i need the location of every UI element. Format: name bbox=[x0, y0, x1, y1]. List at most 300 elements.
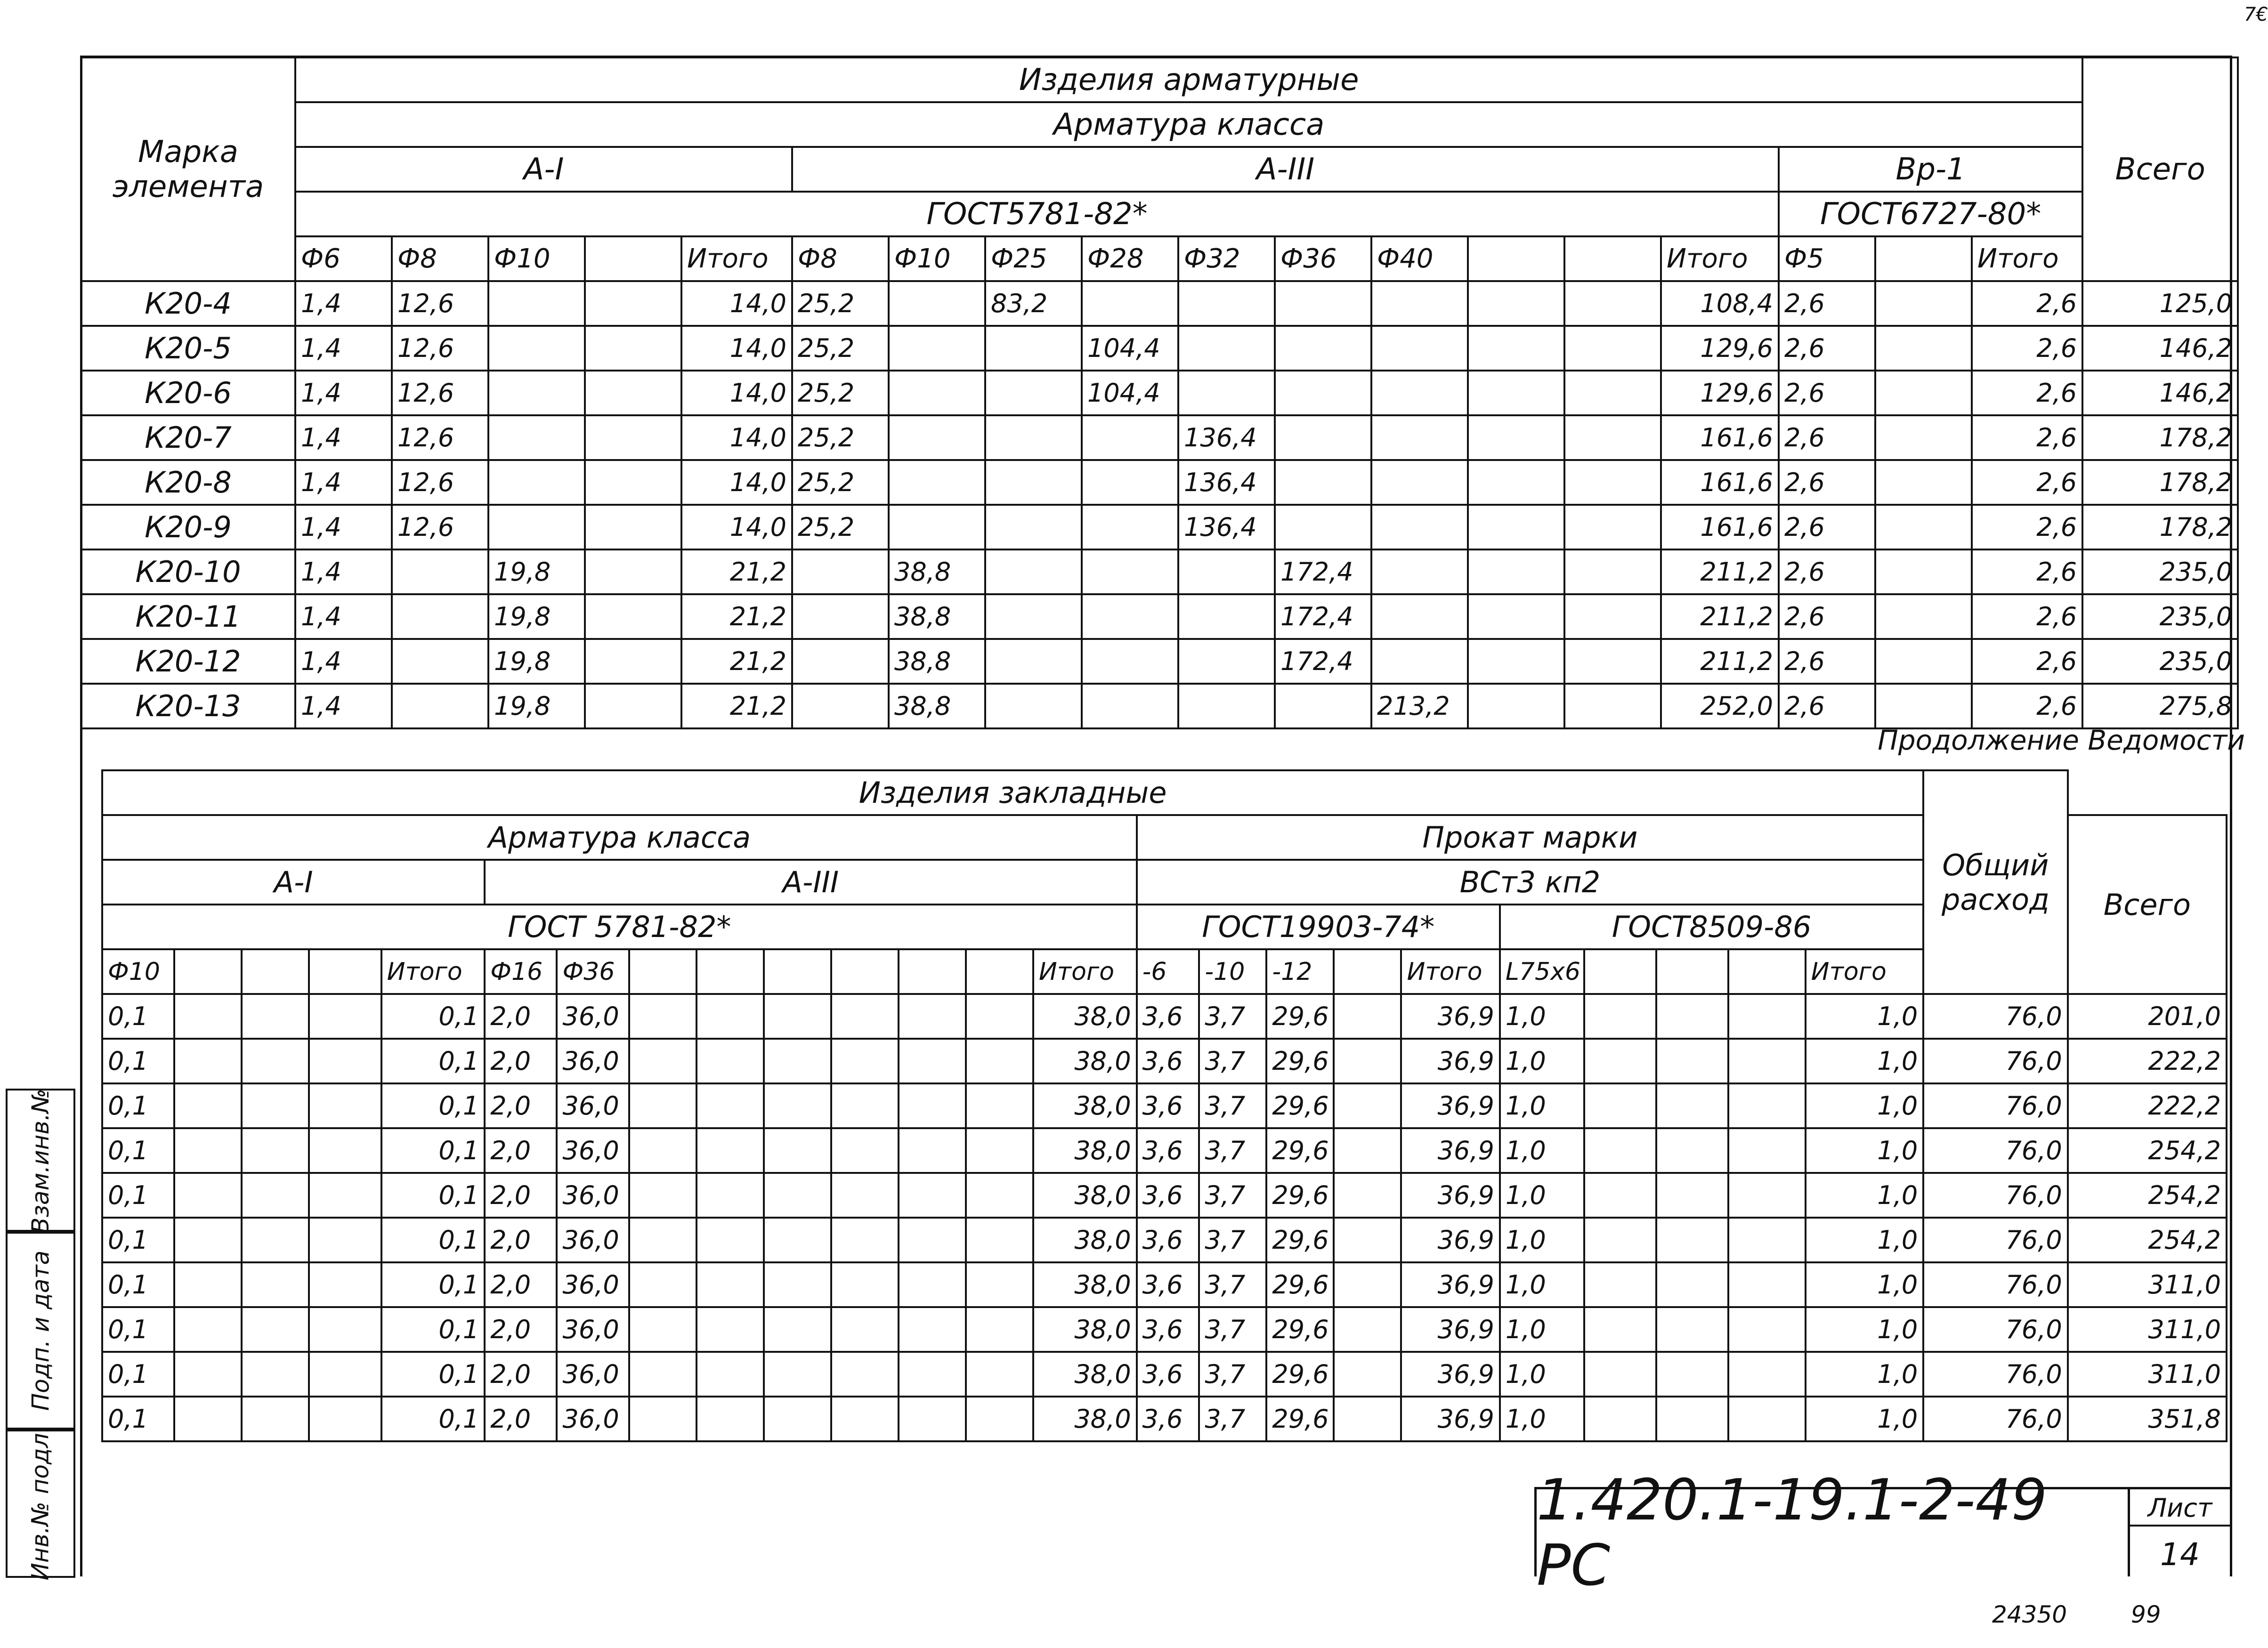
table-cell: 36,0 bbox=[557, 994, 629, 1039]
table-cell: 36,9 bbox=[1401, 1173, 1499, 1218]
table-cell: 29,6 bbox=[1266, 1039, 1334, 1083]
table-cell bbox=[697, 1173, 764, 1218]
table-cell bbox=[174, 1128, 242, 1173]
table-row bbox=[102, 1262, 2227, 1307]
table-cell: 3,6 bbox=[1137, 1352, 1199, 1397]
element-mark: К20-8 bbox=[81, 460, 295, 505]
sheet-number: 14 bbox=[2160, 1536, 2200, 1573]
table-cell bbox=[1334, 1352, 1401, 1397]
table-cell bbox=[1468, 684, 1564, 728]
top-column-header: Ф10 bbox=[488, 236, 585, 281]
table-cell bbox=[899, 1307, 966, 1352]
table-cell bbox=[174, 1307, 242, 1352]
table-cell bbox=[966, 1083, 1033, 1128]
table-cell bbox=[1334, 1128, 1401, 1173]
top-column-header: Итого bbox=[681, 236, 792, 281]
table-cell: 38,0 bbox=[1033, 1173, 1137, 1218]
table-cell bbox=[242, 1218, 309, 1262]
element-mark: К20-9 bbox=[81, 505, 295, 549]
table-cell bbox=[1468, 326, 1564, 371]
top-column-header: Ф28 bbox=[1082, 236, 1178, 281]
row-total: 76,0 bbox=[1923, 1262, 2068, 1307]
rolled-header: Прокат марки bbox=[1137, 815, 1924, 860]
table-cell: 211,2 bbox=[1661, 639, 1779, 684]
table-cell: 25,2 bbox=[792, 415, 889, 460]
bottom-column-header bbox=[629, 949, 697, 994]
table-cell: 38,0 bbox=[1033, 1083, 1137, 1128]
table-cell: 36,0 bbox=[557, 1307, 629, 1352]
table-cell bbox=[1334, 1262, 1401, 1307]
table-cell bbox=[174, 1397, 242, 1441]
table-cell bbox=[1334, 1397, 1401, 1441]
element-mark: К20-5 bbox=[81, 326, 295, 371]
table-cell bbox=[1584, 1128, 1656, 1173]
table-cell: 12,6 bbox=[392, 371, 488, 415]
table-cell: 172,4 bbox=[1275, 594, 1371, 639]
table-cell: 0,1 bbox=[381, 1173, 485, 1218]
bottom-column-header: Ф16 bbox=[485, 949, 557, 994]
table-cell: 213,2 bbox=[1371, 684, 1468, 728]
bottom-column-header bbox=[1728, 949, 1805, 994]
table-cell: 21,2 bbox=[681, 639, 792, 684]
table-cell bbox=[889, 415, 985, 460]
gost-8509-header: ГОСТ8509-86 bbox=[1500, 905, 1923, 949]
table-cell bbox=[174, 994, 242, 1039]
table-cell bbox=[585, 281, 681, 326]
table-cell bbox=[1275, 281, 1371, 326]
table-cell: 36,0 bbox=[557, 1262, 629, 1307]
table-cell: 36,9 bbox=[1401, 1352, 1499, 1397]
bottom-column-header: -10 bbox=[1199, 949, 1266, 994]
table-cell bbox=[309, 1218, 381, 1262]
table-cell: 2,0 bbox=[485, 1352, 557, 1397]
table-cell: 172,4 bbox=[1275, 549, 1371, 594]
table-cell bbox=[488, 505, 585, 549]
row-total: 235,0 bbox=[2082, 594, 2238, 639]
class-bp1-header: Вр-1 bbox=[1779, 147, 2082, 192]
table-row bbox=[81, 460, 2238, 505]
overall-header: Общий расход bbox=[1923, 770, 2068, 994]
table-cell bbox=[1875, 415, 1972, 460]
table-cell: 1,0 bbox=[1500, 1397, 1584, 1441]
table-cell bbox=[242, 1262, 309, 1307]
table-cell: 36,9 bbox=[1401, 1218, 1499, 1262]
table-cell bbox=[1178, 639, 1275, 684]
table-cell bbox=[242, 1039, 309, 1083]
table-cell: 211,2 bbox=[1661, 594, 1779, 639]
bottom-column-header: Итого bbox=[1806, 949, 1924, 994]
table-cell: 1,4 bbox=[295, 326, 392, 371]
table-cell: 36,0 bbox=[557, 1128, 629, 1173]
table-cell bbox=[697, 1083, 764, 1128]
table-cell: 36,0 bbox=[557, 1083, 629, 1128]
bottom-column-header bbox=[309, 949, 381, 994]
row-overall: 254,2 bbox=[2068, 1128, 2227, 1173]
table-cell bbox=[1875, 326, 1972, 371]
table-cell: 2,6 bbox=[1972, 549, 2082, 594]
bottom-column-header bbox=[242, 949, 309, 994]
table-cell bbox=[764, 1218, 831, 1262]
table-cell bbox=[966, 1218, 1033, 1262]
row-total: 76,0 bbox=[1923, 1173, 2068, 1218]
table-cell bbox=[242, 1128, 309, 1173]
table-cell bbox=[889, 505, 985, 549]
table-cell bbox=[1334, 1083, 1401, 1128]
table-cell bbox=[985, 460, 1082, 505]
table-cell: 136,4 bbox=[1178, 505, 1275, 549]
table-cell bbox=[985, 549, 1082, 594]
table-cell bbox=[1082, 639, 1178, 684]
table-cell: 38,8 bbox=[889, 549, 985, 594]
table-cell bbox=[1728, 1083, 1805, 1128]
table-cell bbox=[174, 1262, 242, 1307]
table-cell bbox=[1728, 1262, 1805, 1307]
table-cell bbox=[1584, 1218, 1656, 1262]
table-cell bbox=[1656, 1352, 1728, 1397]
table-cell bbox=[985, 415, 1082, 460]
table-cell bbox=[831, 1352, 899, 1397]
table-cell: 1,0 bbox=[1806, 1262, 1924, 1307]
row-overall: 311,0 bbox=[2068, 1307, 2227, 1352]
class-a1-header: А-I bbox=[295, 147, 792, 192]
bottom-column-header bbox=[764, 949, 831, 994]
table-cell bbox=[1656, 1218, 1728, 1262]
table-cell: 0,1 bbox=[102, 1083, 174, 1128]
class-a3-header: А-III bbox=[792, 147, 1779, 192]
table-cell: 19,8 bbox=[488, 594, 585, 639]
table-cell: 1,0 bbox=[1806, 1083, 1924, 1128]
table-cell bbox=[966, 1397, 1033, 1441]
table-cell: 2,6 bbox=[1779, 505, 1875, 549]
table-cell: 29,6 bbox=[1266, 1262, 1334, 1307]
reinforcement-table bbox=[80, 57, 2239, 729]
row-overall: 222,2 bbox=[2068, 1039, 2227, 1083]
table-cell bbox=[1178, 371, 1275, 415]
table-cell: 0,1 bbox=[102, 1307, 174, 1352]
element-mark: К20-4 bbox=[81, 281, 295, 326]
table-cell bbox=[889, 460, 985, 505]
table-cell bbox=[899, 1039, 966, 1083]
table-cell bbox=[1275, 326, 1371, 371]
table-cell bbox=[309, 1307, 381, 1352]
embedded-items-table bbox=[101, 769, 2228, 1442]
table-cell: 38,0 bbox=[1033, 1397, 1137, 1441]
gost-19903-header: ГОСТ19903-74* bbox=[1137, 905, 1500, 949]
top-column-header: Ф8 bbox=[792, 236, 889, 281]
table-cell: 2,6 bbox=[1779, 326, 1875, 371]
table-cell bbox=[629, 1173, 697, 1218]
row-overall: 311,0 bbox=[2068, 1262, 2227, 1307]
table-cell bbox=[764, 1173, 831, 1218]
table-cell bbox=[764, 1083, 831, 1128]
table-cell: 14,0 bbox=[681, 505, 792, 549]
table-cell bbox=[1371, 415, 1468, 460]
table-cell bbox=[966, 1352, 1033, 1397]
row-total: 76,0 bbox=[1923, 1083, 2068, 1128]
table-cell bbox=[629, 1218, 697, 1262]
table-cell bbox=[985, 594, 1082, 639]
table-cell bbox=[966, 1039, 1033, 1083]
table-cell bbox=[1564, 281, 1661, 326]
table-cell bbox=[1728, 1173, 1805, 1218]
footer-code-b: 99 bbox=[2130, 1601, 2161, 1628]
top-column-header: Ф5 bbox=[1779, 236, 1875, 281]
table-cell bbox=[831, 1218, 899, 1262]
table-cell: 161,6 bbox=[1661, 415, 1779, 460]
bottom-column-header: -6 bbox=[1137, 949, 1199, 994]
table-cell bbox=[899, 1218, 966, 1262]
table-cell: 252,0 bbox=[1661, 684, 1779, 728]
table-cell bbox=[764, 1397, 831, 1441]
table-cell bbox=[1468, 639, 1564, 684]
table-cell bbox=[764, 1307, 831, 1352]
table-cell bbox=[1728, 994, 1805, 1039]
table-cell bbox=[966, 1128, 1033, 1173]
row-total: 178,2 bbox=[2082, 460, 2238, 505]
table-cell bbox=[1371, 549, 1468, 594]
table-cell bbox=[1875, 684, 1972, 728]
stamp-inv-podl-label: Инв.№ подл. bbox=[27, 1425, 54, 1581]
table-row bbox=[102, 1083, 2227, 1128]
table-cell bbox=[792, 684, 889, 728]
row-total: 125,0 bbox=[2082, 281, 2238, 326]
top-column-header: Ф36 bbox=[1275, 236, 1371, 281]
table-cell bbox=[1584, 1173, 1656, 1218]
table-cell: 129,6 bbox=[1661, 326, 1779, 371]
table-cell bbox=[242, 1173, 309, 1218]
table-cell bbox=[1468, 281, 1564, 326]
table-cell: 19,8 bbox=[488, 639, 585, 684]
table-cell: 1,0 bbox=[1500, 1262, 1584, 1307]
rebar-class-header: Арматура класса bbox=[295, 102, 2082, 147]
stamp-vzam bbox=[6, 1089, 75, 1234]
table-cell: 2,6 bbox=[1779, 371, 1875, 415]
table-cell: 1,0 bbox=[1500, 1128, 1584, 1173]
table-cell bbox=[697, 1039, 764, 1083]
table-cell bbox=[488, 281, 585, 326]
table-cell: 2,6 bbox=[1972, 371, 2082, 415]
table-cell: 36,9 bbox=[1401, 1262, 1499, 1307]
table-cell: 29,6 bbox=[1266, 1352, 1334, 1397]
table-cell bbox=[831, 994, 899, 1039]
table-cell: 1,4 bbox=[295, 684, 392, 728]
table-cell: 14,0 bbox=[681, 460, 792, 505]
table-cell: 38,0 bbox=[1033, 1039, 1137, 1083]
table-cell bbox=[985, 505, 1082, 549]
table-cell: 1,0 bbox=[1500, 1173, 1584, 1218]
document-code: 1.420.1-19.1-2-49 РС bbox=[1534, 1487, 2130, 1576]
stamp-inv-podl bbox=[6, 1425, 75, 1581]
table-cell: 14,0 bbox=[681, 281, 792, 326]
table-cell bbox=[1656, 1262, 1728, 1307]
bottom-column-header: Ф10 bbox=[102, 949, 174, 994]
table-cell: 2,6 bbox=[1972, 326, 2082, 371]
row-total: 76,0 bbox=[1923, 1352, 2068, 1397]
table-cell: 25,2 bbox=[792, 281, 889, 326]
bottom-column-header: -12 bbox=[1266, 949, 1334, 994]
table-cell: 104,4 bbox=[1082, 371, 1178, 415]
table-cell bbox=[831, 1173, 899, 1218]
table-cell: 3,7 bbox=[1199, 1262, 1266, 1307]
bottom-table-title: Изделия закладные bbox=[102, 770, 1923, 815]
table-cell bbox=[242, 1397, 309, 1441]
table-cell bbox=[966, 1262, 1033, 1307]
table-cell bbox=[309, 1128, 381, 1173]
table-cell bbox=[697, 1307, 764, 1352]
table-cell bbox=[1371, 639, 1468, 684]
table-cell bbox=[1875, 505, 1972, 549]
table-cell: 36,0 bbox=[557, 1397, 629, 1441]
table-cell bbox=[585, 639, 681, 684]
table-row bbox=[102, 1352, 2227, 1397]
table-cell: 1,4 bbox=[295, 281, 392, 326]
table-cell: 14,0 bbox=[681, 326, 792, 371]
table-row bbox=[81, 505, 2238, 549]
table-cell: 29,6 bbox=[1266, 1128, 1334, 1173]
table-cell bbox=[174, 1083, 242, 1128]
table-cell: 25,2 bbox=[792, 326, 889, 371]
table-cell bbox=[899, 1083, 966, 1128]
table-cell: 2,6 bbox=[1972, 639, 2082, 684]
table-cell bbox=[889, 326, 985, 371]
row-overall: 351,8 bbox=[2068, 1397, 2227, 1441]
table-cell: 0,1 bbox=[102, 1397, 174, 1441]
table-cell bbox=[629, 1128, 697, 1173]
table-cell: 3,7 bbox=[1199, 1173, 1266, 1218]
table-cell: 14,0 bbox=[681, 415, 792, 460]
table-cell bbox=[488, 371, 585, 415]
table-cell bbox=[309, 1083, 381, 1128]
top-total-header: Всего bbox=[2082, 57, 2238, 281]
table-cell: 12,6 bbox=[392, 415, 488, 460]
table-cell: 3,7 bbox=[1199, 1218, 1266, 1262]
row-total: 76,0 bbox=[1923, 1307, 2068, 1352]
bottom-column-header: L75х6 bbox=[1500, 949, 1584, 994]
table-cell bbox=[1728, 1397, 1805, 1441]
table-cell: 104,4 bbox=[1082, 326, 1178, 371]
table-cell bbox=[629, 1039, 697, 1083]
top-column-header: Ф32 bbox=[1178, 236, 1275, 281]
table-cell bbox=[831, 1397, 899, 1441]
table-cell bbox=[629, 1307, 697, 1352]
table-cell: 83,2 bbox=[985, 281, 1082, 326]
table-cell: 1,0 bbox=[1500, 1083, 1584, 1128]
table-row bbox=[102, 1039, 2227, 1083]
table-cell bbox=[1468, 415, 1564, 460]
table-cell bbox=[764, 994, 831, 1039]
row-total: 76,0 bbox=[1923, 1039, 2068, 1083]
table-cell bbox=[1082, 460, 1178, 505]
top-column-header: Ф10 bbox=[889, 236, 985, 281]
table-cell bbox=[1728, 1352, 1805, 1397]
table-cell bbox=[889, 281, 985, 326]
top-table-title: Изделия арматурные bbox=[295, 57, 2082, 102]
table-cell: 2,0 bbox=[485, 1039, 557, 1083]
table-cell bbox=[1275, 415, 1371, 460]
table-cell: 1,0 bbox=[1806, 1128, 1924, 1173]
table-cell bbox=[899, 1352, 966, 1397]
table-cell: 129,6 bbox=[1661, 371, 1779, 415]
table-cell: 3,6 bbox=[1137, 994, 1199, 1039]
footer-codes bbox=[1992, 1601, 2218, 1628]
table-cell: 2,0 bbox=[485, 1262, 557, 1307]
row-overall: 254,2 bbox=[2068, 1173, 2227, 1218]
table-cell: 38,0 bbox=[1033, 1218, 1137, 1262]
gost-rebar-header: ГОСТ 5781-82* bbox=[102, 905, 1137, 949]
table-cell: 3,6 bbox=[1137, 1218, 1199, 1262]
table-cell bbox=[792, 639, 889, 684]
table-row bbox=[81, 549, 2238, 594]
table-cell bbox=[697, 1218, 764, 1262]
table-cell bbox=[899, 1262, 966, 1307]
table-row bbox=[102, 1218, 2227, 1262]
table-cell bbox=[1564, 594, 1661, 639]
row-overall: 311,0 bbox=[2068, 1352, 2227, 1397]
bottom-total-header: Всего bbox=[2068, 815, 2227, 994]
table-cell bbox=[1275, 505, 1371, 549]
table-cell bbox=[629, 1083, 697, 1128]
top-column-header: Ф6 bbox=[295, 236, 392, 281]
stamp-vzam-label: Взам.инв.№ bbox=[27, 1089, 55, 1234]
table-cell bbox=[899, 994, 966, 1039]
table-cell bbox=[1468, 594, 1564, 639]
table-cell: 29,6 bbox=[1266, 994, 1334, 1039]
table-cell: 2,6 bbox=[1779, 639, 1875, 684]
row-total: 146,2 bbox=[2082, 326, 2238, 371]
bottom-class-a3: А-III bbox=[485, 860, 1136, 905]
table-cell bbox=[899, 1128, 966, 1173]
table-row bbox=[81, 684, 2238, 728]
table-cell bbox=[629, 1352, 697, 1397]
table-cell bbox=[899, 1397, 966, 1441]
stamp-podp-data bbox=[6, 1230, 75, 1431]
mark-header: Марка элемента bbox=[81, 57, 295, 281]
table-cell: 2,6 bbox=[1779, 460, 1875, 505]
table-cell bbox=[309, 1173, 381, 1218]
table-cell: 3,7 bbox=[1199, 994, 1266, 1039]
table-row bbox=[81, 281, 2238, 326]
row-overall: 201,0 bbox=[2068, 994, 2227, 1039]
bottom-class-a1: А-I bbox=[102, 860, 485, 905]
table-cell: 3,6 bbox=[1137, 1128, 1199, 1173]
table-cell bbox=[1082, 684, 1178, 728]
table-cell bbox=[1275, 371, 1371, 415]
element-mark: К20-6 bbox=[81, 371, 295, 415]
row-total: 235,0 bbox=[2082, 639, 2238, 684]
table-cell: 1,4 bbox=[295, 639, 392, 684]
bottom-column-header bbox=[966, 949, 1033, 994]
table-cell bbox=[792, 549, 889, 594]
table-cell: 3,7 bbox=[1199, 1128, 1266, 1173]
top-column-header: Ф8 bbox=[392, 236, 488, 281]
table-cell: 0,1 bbox=[102, 1218, 174, 1262]
table-cell bbox=[1082, 281, 1178, 326]
table-cell: 3,6 bbox=[1137, 1262, 1199, 1307]
table-cell bbox=[1656, 1307, 1728, 1352]
table-cell bbox=[629, 1397, 697, 1441]
table-cell: 36,0 bbox=[557, 1218, 629, 1262]
element-mark: К20-7 bbox=[81, 415, 295, 460]
row-total: 76,0 bbox=[1923, 994, 2068, 1039]
table-cell: 36,0 bbox=[557, 1352, 629, 1397]
table-cell: 1,0 bbox=[1806, 1218, 1924, 1262]
bottom-column-header bbox=[831, 949, 899, 994]
table-cell: 1,0 bbox=[1806, 1397, 1924, 1441]
table-cell bbox=[1564, 684, 1661, 728]
table-cell: 3,6 bbox=[1137, 1173, 1199, 1218]
table-cell bbox=[889, 371, 985, 415]
table-cell bbox=[174, 1039, 242, 1083]
